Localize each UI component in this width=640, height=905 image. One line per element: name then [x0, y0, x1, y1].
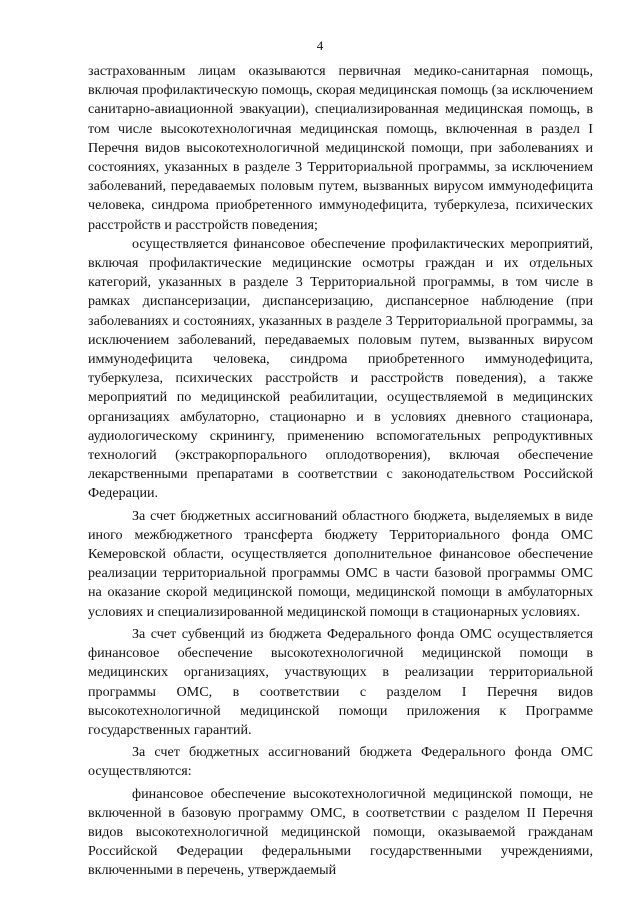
- paragraph-high-tech-care: финансовое обеспечение высокотехнологичной медицинской помощи, не включенной в базовую программу ОМС, в соответствии с разделом II Перечня видов высокотехнологичной медицинской помощи, оказываемой гражданам Российской Федерации федеральными государственными учреждениями, включенными в перечень, утверждаемый: [88, 785, 593, 879]
- paragraph-continuation: застрахованным лицам оказываются первичная медико-санитарная помощь, включая профилактическую помощь, скорая медицинская помощь (за исключением санитарно-авиационной эвакуации), специализированная медицинская помощь, в том числе высокотехнологичная медицинская помощь, включенная в раздел I Перечня видов высокотехнологичной медицинской помощи, при заболеваниях и состояниях, указанных в разделе 3 Территориальной программы, за исключением заболеваний, передаваемых половым путем, вызванных вирусом иммунодефицита человека, синдрома приобретенного иммунодефицита, туберкулеза, психических расстройств и расстройств поведения;: [88, 63, 593, 233]
- paragraph-regional-budget: За счет бюджетных ассигнований областного бюджета, выделяемых в виде иного межбюджетного трансферта бюджету Территориального фонда ОМС Кемеровской области, осуществляется дополнительное финансовое обеспечение реализации территориальной программы ОМС в части базовой программы ОМС на оказание скорой медицинской помощи, медицинской помощи в амбулаторных условиях и специализированной медицинской помощи в стационарных условиях.: [88, 507, 593, 620]
- document-body: [88, 62, 593, 884]
- paragraph-federal-fund-allocations: За счет бюджетных ассигнований бюджета Федерального фонда ОМС осуществляются:: [88, 744, 593, 780]
- paragraph-preventive-measures: осуществляется финансовое обеспечение профилактических мероприятий, включая профилактические медицинские осмотры граждан и их отдельных категорий, указанных в разделе 3 Территориальной программы, в том числе в рамках диспансеризации, диспансеризацию, диспансерное наблюдение (при заболеваниях и состояниях, указанных в разделе 3 Территориальной программы, за исключением заболеваний, передаваемых половым путем, вызванных вирусом иммунодефицита человека, синдрома приобретенного иммунодефицита, туберкулеза, психических расстройств и расстройств поведения), а также мероприятий по медицинской реабилитации, осуществляемой в медицинских организациях амбулаторно, стационарно и в условиях дневного стационара, аудиологическому скринингу, применению вспомогательных репродуктивных технологий (экстракорпорального оплодотворения), включая обеспечение лекарственными препаратами в соответствии с законодательством Российской Федерации.: [88, 235, 593, 502]
- page-number: 4: [316, 38, 324, 53]
- paragraph-federal-subventions: За счет субвенций из бюджета Федерального фонда ОМС осуществляется финансовое обеспечение высокотехнологичной медицинской помощи в медицинских организациях, участвующих в реализации территориальной программы ОМС, в соответствии с разделом I Перечня видов высокотехнологичной медицинской помощи приложения к Программе государственных гарантий.: [88, 625, 593, 738]
